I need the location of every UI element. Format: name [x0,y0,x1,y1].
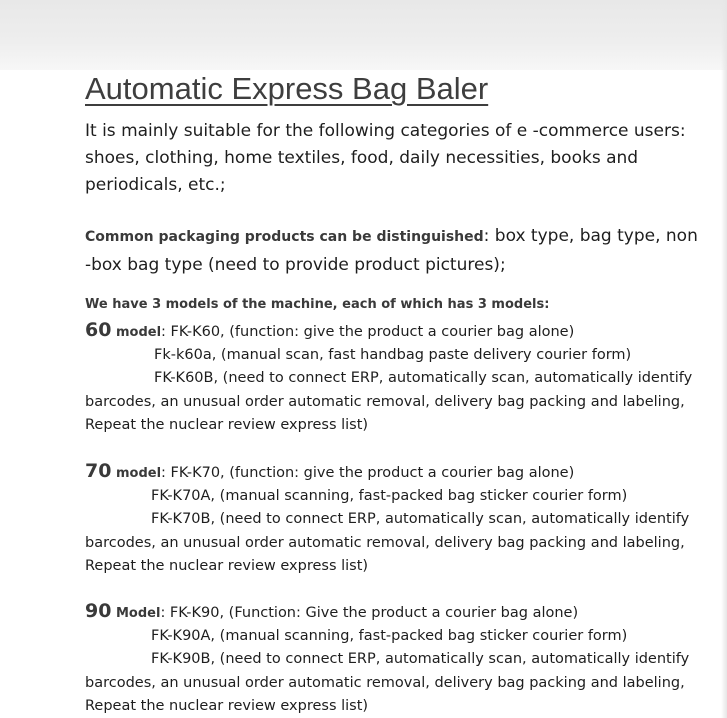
packaging-value: : box type, bag type, non -box bag type (need to provide product pictures); [85,226,698,275]
model-90-line3: FK-K90B, (need to connect ERP, automatically scan, automatically identify barcodes, an unusual order automatic removal, delivery bag packing and labeling, Repeat the nuclear review express list) [85,651,690,714]
model-90-line2: FK-K90A, (manual scanning, fast-packed bag sticker courier form) [151,628,628,645]
models-intro: We have 3 models of the machine, each of which has 3 models: [85,297,550,312]
packaging-paragraph [85,222,705,279]
model-90-number: 90 [85,600,112,622]
model-70-line2: FK-K70A, (manual scanning, fast-packed bag sticker courier form) [151,488,628,505]
model-70-number: 70 [85,460,112,482]
model-60-block [85,319,705,437]
model-90-line1 [85,600,705,625]
model-60-number: 60 [85,319,112,341]
model-90-base: : FK-K90, (Function: Give the product a courier bag alone) [160,605,579,621]
model-60-word: model [111,325,162,340]
intro-paragraph: It is mainly suitable for the following categories of e -commerce users: shoes, clothing, home textiles, food, daily necessities, books and periodicals, etc.; [85,121,686,195]
model-70-word: model [111,466,162,481]
packaging-label: Common packaging products can be distinguished [85,229,484,245]
model-90-word: Model [111,606,161,621]
right-edge-shadow [721,0,727,718]
model-70-block [85,460,705,578]
model-90-block [85,600,705,718]
model-70-line1 [85,460,705,485]
model-60-line2: Fk-k60a, (manual scan, fast handbag paste delivery courier form) [154,347,632,364]
page-title: Automatic Express Bag Baler [85,71,489,106]
model-70-base: : FK-K70, (function: give the product a courier bag alone) [161,465,575,481]
model-60-base: : FK-K60, (function: give the product a courier bag alone) [161,324,575,340]
model-60-line1 [85,319,705,344]
model-70-line3: FK-K70B, (need to connect ERP, automatically scan, automatically identify barcodes, an unusual order automatic removal, delivery bag packing and labeling, Repeat the nuclear review express list) [85,511,690,574]
top-band [0,0,727,70]
model-60-line3: FK-K60B, (need to connect ERP, automatically scan, automatically identify barcodes, an unusual order automatic removal, delivery bag packing and labeling, Repeat the nuclear review express list) [85,370,693,433]
